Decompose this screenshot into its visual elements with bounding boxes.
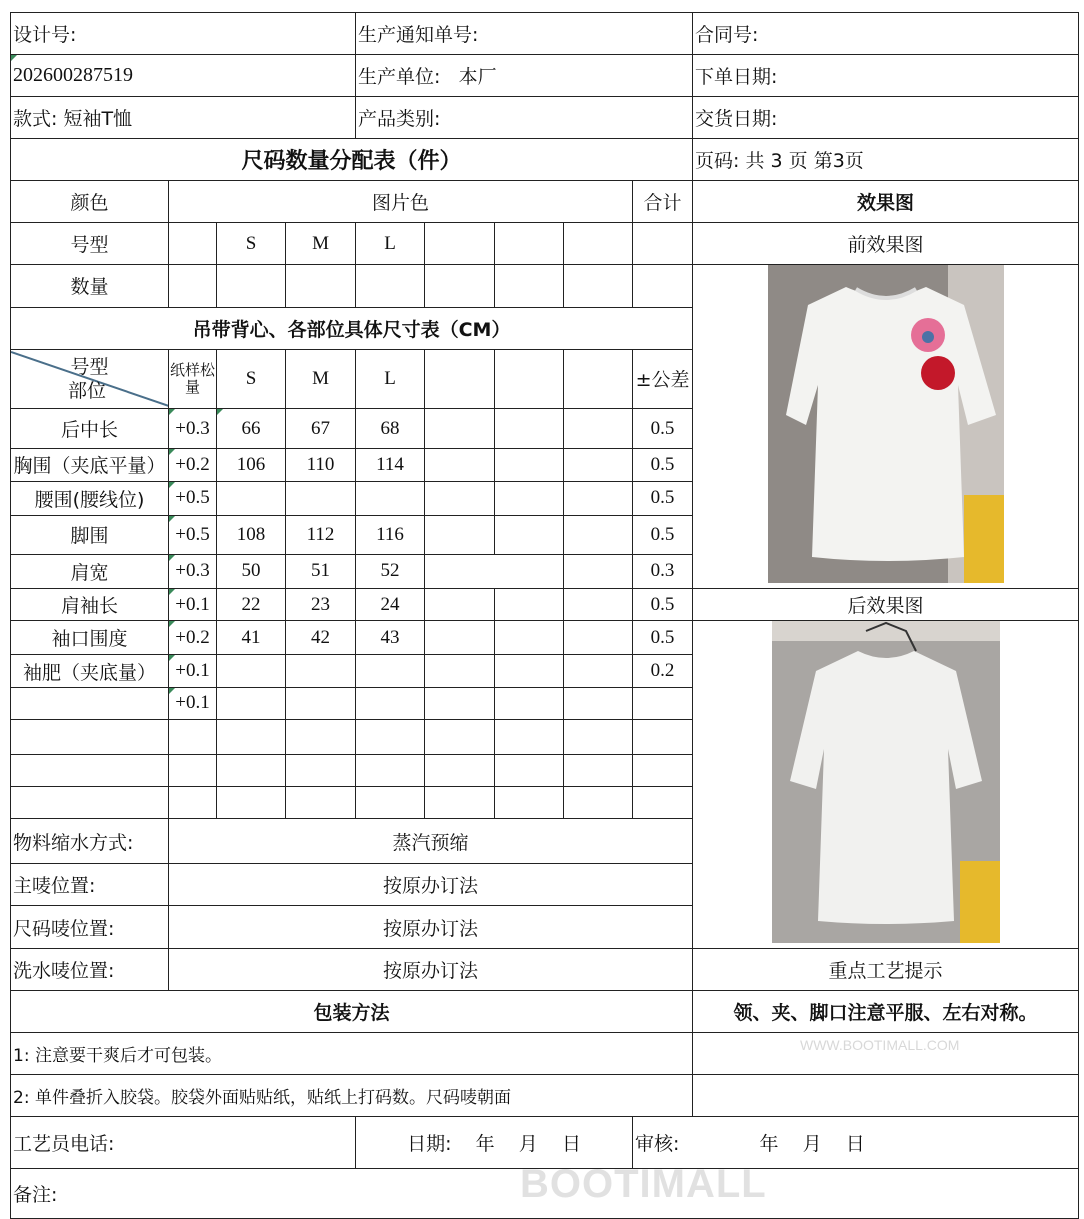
ease-value: +0.5	[169, 481, 217, 515]
empty-cell	[495, 223, 564, 265]
empty-cell	[633, 265, 693, 308]
color-value: 图片色	[169, 181, 633, 223]
empty-cell	[425, 589, 495, 621]
value-s: 66	[217, 408, 286, 449]
value-l: 52	[356, 554, 425, 588]
part-name: 肩袖长	[11, 589, 169, 621]
empty-cell	[693, 1033, 1079, 1075]
value-m: 51	[286, 554, 356, 588]
empty-cell	[495, 481, 564, 515]
empty-cell	[425, 720, 495, 754]
empty-cell	[693, 1075, 1079, 1117]
part-name: 腰围(腰线位)	[11, 481, 169, 515]
empty-cell	[633, 223, 693, 265]
back-effect-label: 后效果图	[693, 589, 1079, 621]
empty-cell	[286, 754, 356, 786]
tolerance-value: 0.5	[633, 408, 693, 449]
empty-cell	[169, 754, 217, 786]
empty-cell	[169, 265, 217, 308]
empty-cell	[495, 449, 564, 481]
corner-top: 号型	[70, 355, 109, 378]
style-field	[11, 97, 356, 139]
ease-value: +0.3	[169, 408, 217, 449]
empty-cell	[169, 786, 217, 818]
page-info: 页码: 共 3 页 第3页	[693, 139, 1079, 181]
value-l: 114	[356, 449, 425, 481]
empty-cell	[425, 516, 495, 554]
color-label: 颜色	[11, 181, 169, 223]
front-image-cell	[693, 265, 1079, 589]
style-value: 短袖T恤	[63, 108, 133, 130]
empty-cell	[11, 720, 169, 754]
watermark-url: WWW.BOOTIMALL.COM	[800, 1037, 960, 1053]
value-l: 68	[356, 408, 425, 449]
empty-cell	[495, 754, 564, 786]
empty-cell	[564, 786, 633, 818]
part-name: 袖口围度	[11, 621, 169, 655]
value-l	[356, 687, 425, 719]
value-s: 22	[217, 589, 286, 621]
wash-label-position-value: 按原办订法	[169, 949, 693, 991]
qty-label: 数量	[11, 265, 169, 308]
empty-cell	[495, 516, 564, 554]
empty-cell	[564, 265, 633, 308]
empty-cell	[495, 720, 564, 754]
empty-cell	[633, 786, 693, 818]
front-effect-label: 前效果图	[693, 223, 1079, 265]
empty-cell	[495, 655, 564, 687]
tolerance-value: 0.5	[633, 621, 693, 655]
value-l	[356, 655, 425, 687]
packing-title: 包装方法	[11, 991, 693, 1033]
value-l	[356, 481, 425, 515]
part-name: 袖肥（夹底量）	[11, 655, 169, 687]
shrink-value: 蒸汽预缩	[169, 819, 693, 864]
category-label: 产品类别:	[356, 97, 693, 139]
empty-cell	[425, 449, 495, 481]
empty-cell	[564, 621, 633, 655]
empty-cell	[169, 720, 217, 754]
empty-cell	[286, 786, 356, 818]
value-l: 43	[356, 621, 425, 655]
size-s-header: S	[217, 350, 286, 409]
packing-line-1: 1: 注意要干爽后才可包装。	[11, 1033, 693, 1075]
value-m: 23	[286, 589, 356, 621]
empty-cell	[495, 350, 564, 409]
empty-cell	[425, 754, 495, 786]
main-label-position-value: 按原办订法	[169, 863, 693, 906]
ease-value: +0.1	[169, 687, 217, 719]
value-m: 42	[286, 621, 356, 655]
back-tshirt-photo	[772, 621, 1000, 943]
size-l-header: L	[356, 350, 425, 409]
value-s	[217, 481, 286, 515]
empty-cell	[425, 786, 495, 818]
factory-label: 生产单位:	[358, 66, 441, 88]
empty-cell	[356, 786, 425, 818]
tolerance-value: 0.5	[633, 449, 693, 481]
empty-cell	[11, 754, 169, 786]
qty-size-l: L	[356, 223, 425, 265]
size-m-header: M	[286, 350, 356, 409]
empty-cell	[564, 589, 633, 621]
empty-cell	[217, 720, 286, 754]
design-no-value: 202600287519	[11, 55, 356, 97]
empty-cell	[495, 687, 564, 719]
empty-cell	[564, 655, 633, 687]
empty-cell	[425, 350, 495, 409]
factory-field	[356, 55, 693, 97]
ease-value: +0.3	[169, 554, 217, 588]
empty-cell	[564, 720, 633, 754]
empty-cell	[564, 481, 633, 515]
review-label: 审核:	[635, 1133, 680, 1155]
empty-cell	[564, 754, 633, 786]
empty-cell	[356, 265, 425, 308]
value-s: 106	[217, 449, 286, 481]
review-field	[633, 1117, 1079, 1169]
review-date: 年 月 日	[759, 1133, 865, 1155]
tolerance-value	[633, 687, 693, 719]
value-m: 67	[286, 408, 356, 449]
empty-cell	[286, 265, 356, 308]
empty-cell	[633, 720, 693, 754]
empty-cell	[495, 786, 564, 818]
style-label: 款式:	[13, 108, 58, 130]
tolerance-value: 0.5	[633, 516, 693, 554]
part-name	[11, 687, 169, 719]
value-s: 41	[217, 621, 286, 655]
value-m: 112	[286, 516, 356, 554]
value-l: 24	[356, 589, 425, 621]
part-name: 脚围	[11, 516, 169, 554]
quantity-table-title: 尺码数量分配表（件）	[11, 139, 693, 181]
empty-cell	[286, 720, 356, 754]
empty-cell	[169, 223, 217, 265]
empty-cell	[11, 786, 169, 818]
size-label-position-value: 按原办订法	[169, 906, 693, 949]
ease-value: +0.2	[169, 621, 217, 655]
size-label: 号型	[11, 223, 169, 265]
main-label-position-label: 主唛位置:	[11, 863, 169, 906]
empty-cell	[425, 265, 495, 308]
empty-cell	[425, 223, 495, 265]
value-s: 50	[217, 554, 286, 588]
total-label: 合计	[633, 181, 693, 223]
corner-header	[11, 350, 169, 409]
back-image-cell	[693, 621, 1079, 949]
corner-bottom: 部位	[68, 379, 107, 402]
empty-cell	[564, 554, 633, 588]
value-s: 108	[217, 516, 286, 554]
empty-cell	[564, 449, 633, 481]
empty-cell	[564, 516, 633, 554]
design-no-label: 设计号:	[11, 13, 356, 55]
shrink-label: 物料缩水方式:	[11, 819, 169, 864]
empty-cell	[564, 223, 633, 265]
remarks-label: 备注:	[11, 1169, 1079, 1219]
empty-cell	[356, 720, 425, 754]
part-name: 后中长	[11, 408, 169, 449]
measure-row	[11, 621, 1079, 655]
ease-value: +0.1	[169, 589, 217, 621]
size-label-position-label: 尺码唛位置:	[11, 906, 169, 949]
value-m	[286, 655, 356, 687]
tolerance-value: 0.2	[633, 655, 693, 687]
empty-cell	[217, 265, 286, 308]
empty-cell	[495, 265, 564, 308]
empty-cell	[564, 350, 633, 409]
value-m	[286, 687, 356, 719]
empty-cell	[564, 687, 633, 719]
date-label: 日期: 年 月 日	[356, 1117, 633, 1169]
ease-value: +0.2	[169, 449, 217, 481]
qty-size-s: S	[217, 223, 286, 265]
value-s	[217, 687, 286, 719]
tips-title: 重点工艺提示	[693, 949, 1079, 991]
empty-cell	[425, 481, 495, 515]
empty-cell	[425, 408, 495, 449]
empty-cell	[495, 589, 564, 621]
empty-cell	[217, 786, 286, 818]
factory-value: 本厂	[458, 66, 497, 88]
ease-value: +0.1	[169, 655, 217, 687]
tips-text: 领、夹、脚口注意平服、左右对称。	[693, 991, 1079, 1033]
empty-cell	[425, 655, 495, 687]
part-name: 胸围（夹底平量）	[11, 449, 169, 481]
ease-header: 纸样松量	[169, 350, 217, 409]
value-s	[217, 655, 286, 687]
tolerance-value: 0.5	[633, 481, 693, 515]
production-spec-sheet	[10, 12, 1079, 1219]
empty-cell	[495, 621, 564, 655]
empty-cell	[495, 408, 564, 449]
empty-cell	[356, 754, 425, 786]
ease-value: +0.5	[169, 516, 217, 554]
empty-cell	[425, 687, 495, 719]
measure-table-title: 吊带背心、各部位具体尺寸表（CM）	[11, 307, 693, 350]
contract-no-label: 合同号:	[693, 13, 1079, 55]
value-m: 110	[286, 449, 356, 481]
part-name: 肩宽	[11, 554, 169, 588]
value-m	[286, 481, 356, 515]
packing-line-2: 2: 单件叠折入胶袋。胶袋外面贴贴纸，贴纸上打码数。尺码唛朝面	[11, 1075, 693, 1117]
empty-cell	[564, 408, 633, 449]
empty-cell	[217, 754, 286, 786]
tolerance-header: ±公差	[633, 350, 693, 409]
delivery-date-label: 交货日期:	[693, 97, 1079, 139]
measure-row	[11, 589, 1079, 621]
wash-label-position-label: 洗水唛位置:	[11, 949, 169, 991]
order-date-label: 下单日期:	[693, 55, 1079, 97]
notice-no-label: 生产通知单号:	[356, 13, 693, 55]
tolerance-value: 0.3	[633, 554, 693, 588]
front-tshirt-photo	[768, 265, 1004, 583]
value-l: 116	[356, 516, 425, 554]
tech-phone-label: 工艺员电话:	[11, 1117, 356, 1169]
qty-size-m: M	[286, 223, 356, 265]
tolerance-value: 0.5	[633, 589, 693, 621]
empty-cell	[425, 621, 495, 655]
effects-title: 效果图	[693, 181, 1079, 223]
empty-cell	[425, 554, 564, 588]
empty-cell	[633, 754, 693, 786]
watermark: BOOTIMALL	[520, 1162, 767, 1206]
